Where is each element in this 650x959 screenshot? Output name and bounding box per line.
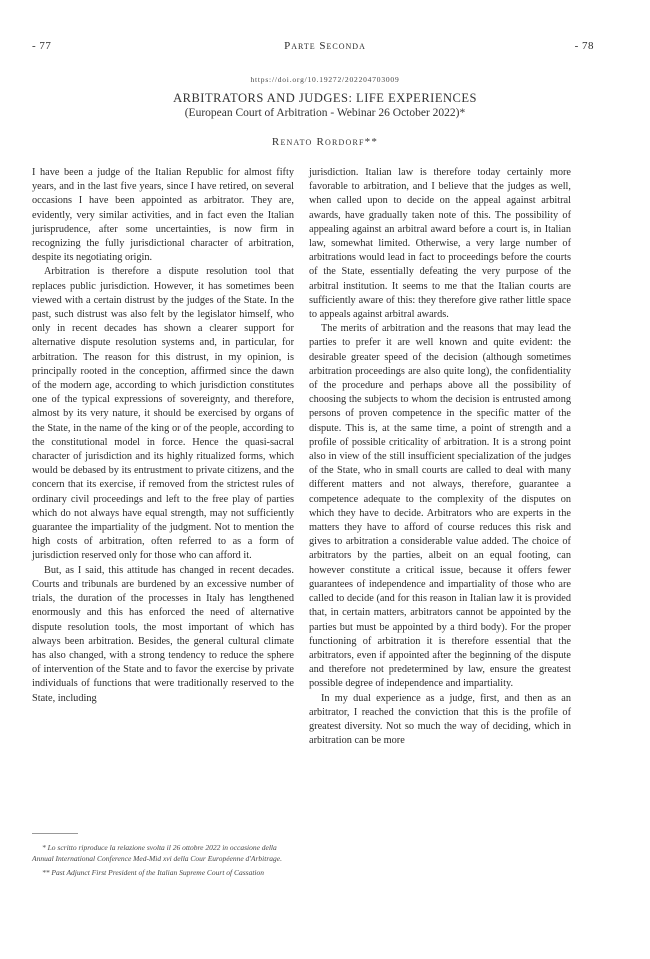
paragraph: I have been a judge of the Italian Republic for almost fifty years, and in the last five years, since I have retired, on several occasions I have been appointed as arbitrator. They are, evidently, very similar activities, and in fact even the Italian jurisprudence, after some uncertainties, is now firm in recognizing the fully jurisdictional character of arbitration, despite its negotiating origin. [32, 167, 294, 264]
running-head: Parte Seconda [284, 40, 366, 52]
paragraph: jurisdiction. Italian law is therefore today certainly more favorable to arbitration, and I believe that the judges as well, when called upon to decide on the appeal against arbitral awards, have gradually taken note of this. The possibility of appealing against an arbitral award before a court is, in Italian law, somewhat limited. Otherwise, a very large number of arbitrations would lead in fact to proceedings before the courts of the State, essentially defeating the very purpose of the arbitral institution. It seems to me that the Italian courts are sufficiently aware of this: they therefore give rather little space to appeals against arbitral awards. [309, 167, 571, 321]
footnote-divider [32, 833, 78, 834]
doi-link[interactable]: https://doi.org/10.19272/202204703009 [250, 75, 400, 84]
paragraph: In my dual experience as a judge, first, and then as an arbitrator, I reached the conviction that this is the profile of greatest diversity. Not so much the way of deciding, which in arbitration can be more [309, 692, 571, 747]
page-number-right: - 78 [574, 40, 594, 52]
footnote-2: ** Past Adjunct First President of the Italian Supreme Court of Cassation [42, 868, 265, 877]
body-column-left [32, 166, 294, 706]
body-column-right [309, 166, 571, 748]
article-title: ARBITRATORS AND JUDGES: LIFE EXPERIENCES [173, 91, 477, 105]
author-name: Renato Rordorf** [271, 136, 379, 148]
paragraph: But, as I said, this attitude has changed in recent decades. Courts and tribunals are burdened by an excessive number of trials, the duration of the processes in Italy has lengthened enormously and this has enforced the need of alternative dispute resolution tools, the most important of which has always been arbitration. Besides, the general cultural climate has also changed, with a strong tendency to reduce the sphere of intervention of the State and to favor the exercise by private individuals of functions that were traditionally reserved to the State, including [32, 564, 294, 704]
page-number-left: - 77 [32, 40, 52, 52]
paragraph: The merits of arbitration and the reasons that may lead the parties to prefer it are well known and quite evident: the desirable greater speed of the decision (although sometimes arbitration proceedings are also quite long), the confidentiality of the procedure and perhaps above all the possibility of choosing the subjects to whom the decision is entrusted among persons of proven competence in the specific matter of the dispute. This is, at the same time, a point of strength and a profile of possible criticality of arbitration. It is a strong point also in view of the still insufficient specialization of the judges of the State, who in small courts are called to deal with many different matters and not always, therefore, guarantee a competence adequate to the complexity of the disputes on which they have to decide. Arbitrators who are experts in the matters they have to afford of course reduces this risk and gives to arbitration a considerable value added. The choice of arbitrators by the parties, albeit on an equal footing, can however constitute a critical issue, because it offers fewer guarantees of independence and impartiality of those who are called to decide (and for this reason in Italian law it is provided that, in certain matters, arbitrators cannot be appointed by the parties but must be appointed by a third body). For the proper functioning of arbitration it is therefore essential that the arbitrators, even if appointed after the beginning of the dispute and therefore not predetermined by law, ensure the greatest possible degree of independence and impartiality. [309, 323, 571, 690]
footnote-1: * Lo scritto riproduce la relazione svolta il 26 ottobre 2022 in occasione della Annual International Conference Med-Mid xvi della Cour Européenne d'Arbitrage. [32, 843, 282, 863]
article-subtitle: (European Court of Arbitration - Webinar 26 October 2022)* [184, 107, 466, 119]
paragraph: Arbitration is therefore a dispute resolution tool that replaces public jurisdiction. However, it has sometimes been viewed with a certain distrust by the judges of the State. In the past, such distrust was also felt by the legislator himself, who only in recent decades has shown a clearer support for alternative dispute resolution systems and, in particular, for arbitration. The reason for this distrust, in my opinion, is principally rooted in the conception, affirmed since the dawn of the modern age, according to which jurisdiction constitutes one of the typical expressions of sovereignty, and therefore, almost by its very nature, it should be exercised by organs of the State, in the name of the king or of the people, according to the constitutional model in force. Hence the quasi-sacral character of jurisdiction and its highly ritualized forms, which would be debased by its entrustment to private citizens, and the concern that its exercise, if removed from the strictest rules of ordinary civil proceedings and left to the free play of parties which do not always have equal strength, may not sufficiently guarantee the impartiality of the judgment. Not to mention the high costs of arbitration, often referred to as a form of jurisdiction reserved only for those who can afford it. [32, 266, 294, 562]
